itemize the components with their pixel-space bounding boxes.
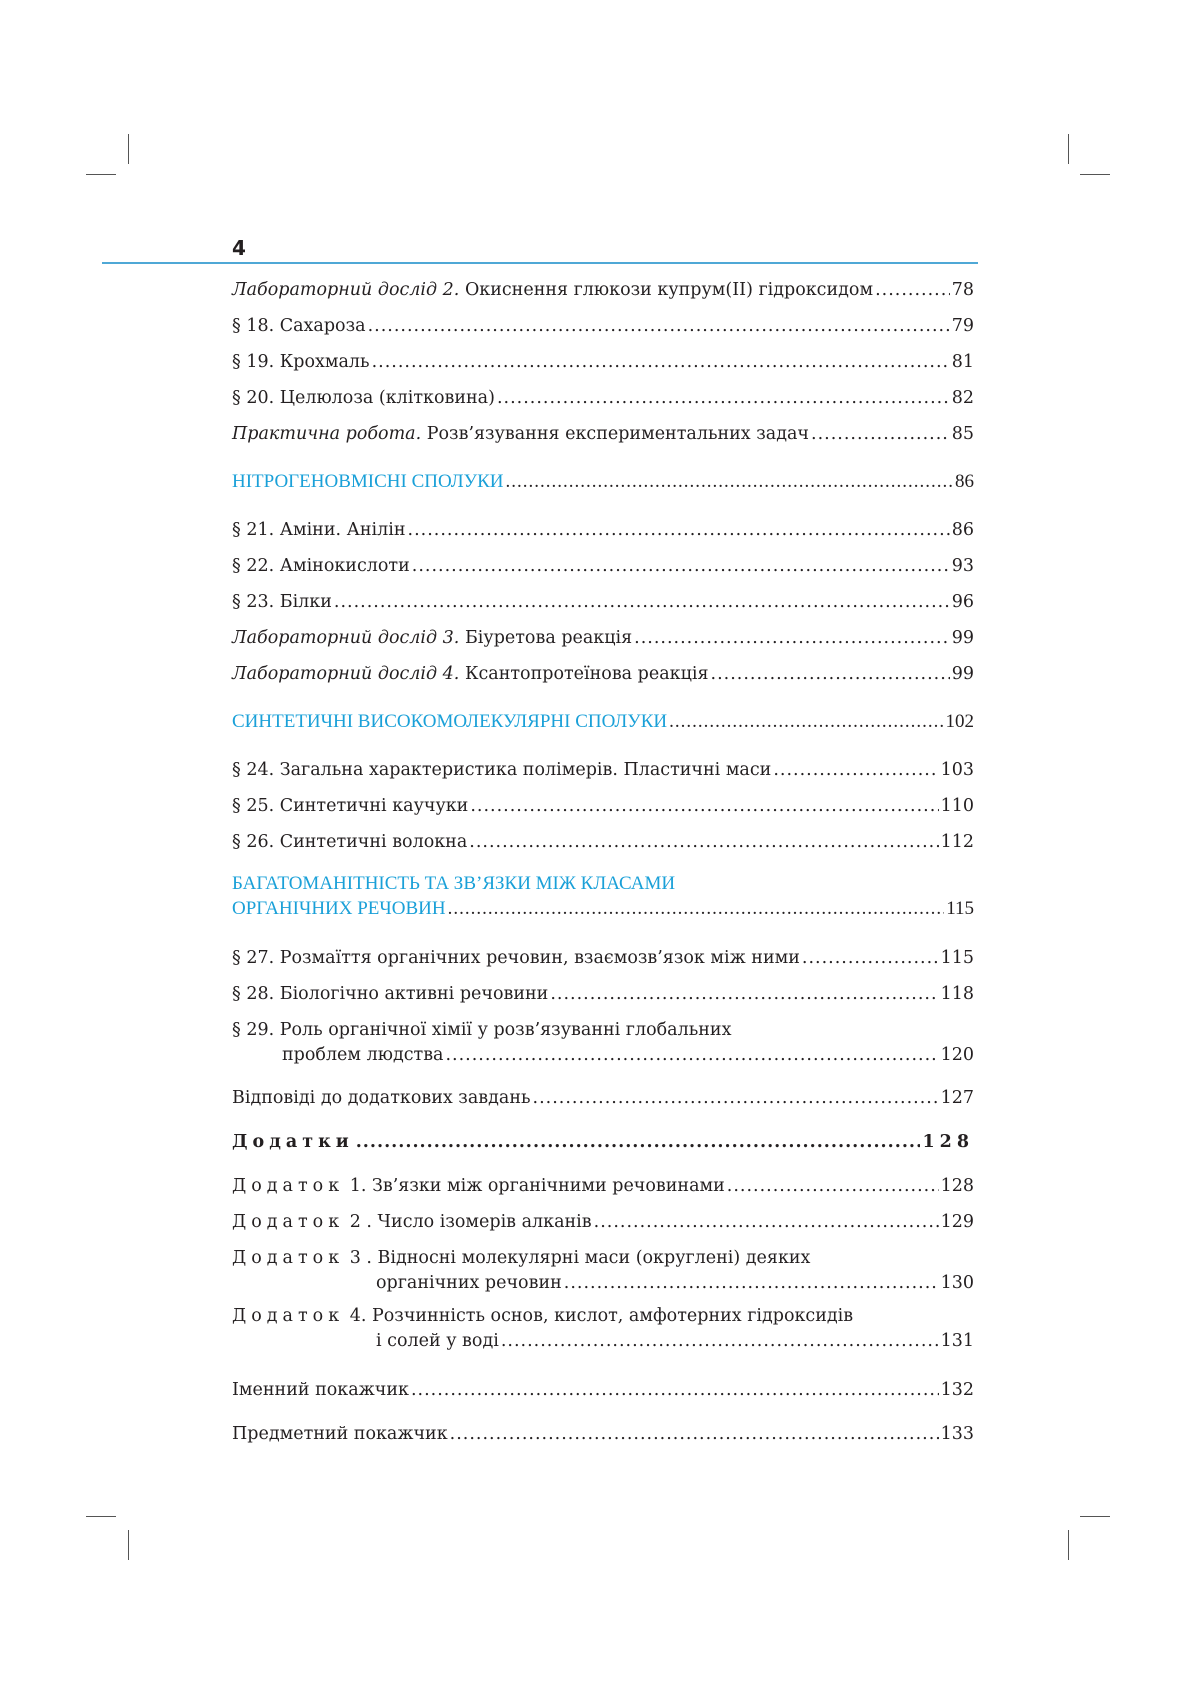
toc-entry-prefix: Додаток [232, 1212, 345, 1232]
toc-entry-title: Відповіді до додаткових завдань [232, 1088, 531, 1108]
toc-entry-title: 4. Розчинність основ, кислот, амфотерних гідроксидів [344, 1306, 854, 1326]
crop-mark [128, 134, 129, 164]
toc-entry [232, 1204, 974, 1240]
toc-entry-title: органічних речовин [376, 1273, 562, 1293]
toc-entry [232, 752, 974, 788]
toc-entry-page: 131 [940, 1331, 974, 1351]
toc-entry-title: 2 . Число ізомерів алканів [344, 1212, 592, 1232]
toc-entry [232, 1416, 974, 1452]
toc-entry-title: § 19. Крохмаль [232, 352, 370, 372]
toc-entry [232, 1124, 974, 1160]
crop-mark [128, 1530, 129, 1560]
toc-entry [232, 344, 974, 380]
toc-entry-page: 78 [951, 280, 974, 300]
toc-entry-title: § 24. Загальна характеристика полімерів. Пластичні маси [232, 760, 772, 780]
toc-section-title: СИНТЕТИЧНІ ВИСОКОМОЛЕКУЛЯРНІ СПОЛУКИ [232, 711, 668, 732]
toc-entry-page: 130 [940, 1273, 974, 1293]
toc-entry-prefix: Лабораторний дослід 3. [232, 628, 460, 648]
toc-entry-title: § 22. Амінокислоти [232, 556, 410, 576]
toc-entry-page: 128 [940, 1176, 974, 1196]
toc-section-title: ОРГАНІЧНИХ РЕЧОВИН [232, 898, 446, 919]
toc-entry-title: § 20. Целюлоза (клітковина) [232, 388, 495, 408]
toc-entry-title: § 25. Синтетичні каучуки [232, 796, 469, 816]
toc-entry [232, 1168, 974, 1204]
toc-entry-page: 115 [940, 948, 974, 968]
crop-mark [86, 1516, 116, 1517]
toc-entry-page: 82 [951, 388, 974, 408]
toc-entry-page: 120 [940, 1045, 974, 1065]
crop-mark [1080, 174, 1110, 175]
toc-entry [232, 1372, 974, 1408]
toc-entry-title: 1. Зв’язки між органічними речовинами [344, 1176, 725, 1196]
toc-entry-title: Ксантопротеїнова реакція [459, 664, 709, 684]
toc-entry [232, 1018, 974, 1068]
toc-entry-page: 96 [951, 592, 974, 612]
toc-entry [232, 1080, 974, 1116]
toc-entry-page: 93 [951, 556, 974, 576]
toc-entry-page: 99 [951, 664, 974, 684]
toc-entry [232, 788, 974, 824]
toc-entry [232, 1304, 974, 1354]
toc-entry-title: § 23. Білки [232, 592, 332, 612]
toc-entry [232, 620, 974, 656]
toc-entry-page: 132 [940, 1380, 974, 1400]
toc-section-heading [232, 704, 974, 740]
toc-entry-page: 115 [946, 898, 974, 919]
toc-entry-page: 86 [951, 520, 974, 540]
page-number: 4 [232, 236, 246, 260]
toc-entry-prefix: Лабораторний дослід 4. [232, 664, 460, 684]
toc-entry-title: Іменний покажчик [232, 1380, 409, 1400]
toc-entry-title: § 29. Роль органічної хімії у розв’язуванні глобальних [232, 1020, 732, 1040]
toc-entry [232, 272, 974, 308]
toc-entry-page: 133 [940, 1424, 974, 1444]
toc-section-heading [232, 872, 974, 922]
toc-entry-page: 110 [940, 796, 974, 816]
toc-entry-title: Розв’язування експериментальних задач [421, 424, 809, 444]
toc-entry-page: 86 [955, 471, 974, 492]
toc-entry [232, 380, 974, 416]
toc-entry-prefix: Додаток [232, 1248, 345, 1268]
toc-entry-title: Біуретова реакція [459, 628, 633, 648]
crop-mark [1068, 1530, 1069, 1560]
toc-section-title: НІТРОГЕНОВМІСНІ СПОЛУКИ [232, 471, 504, 492]
toc-entry-prefix: Додаток [232, 1306, 345, 1326]
toc-entry-page: 99 [951, 628, 974, 648]
toc-entry [232, 584, 974, 620]
table-of-contents [232, 272, 974, 1452]
toc-entry-page: 127 [940, 1088, 974, 1108]
toc-entry-title: § 27. Розмаїття органічних речовин, взаємозв’язок між ними [232, 948, 800, 968]
toc-entry-title: Додатки [232, 1132, 354, 1152]
crop-mark [1080, 1516, 1110, 1517]
toc-entry-prefix: Додаток [232, 1176, 345, 1196]
toc-entry-page: 128 [922, 1132, 974, 1152]
toc-entry-page: 102 [945, 711, 974, 732]
toc-entry-page: 79 [951, 316, 974, 336]
toc-entry-page: 112 [940, 832, 974, 852]
toc-entry-page: 103 [940, 760, 974, 780]
toc-entry-title: § 18. Сахароза [232, 316, 366, 336]
toc-section-heading [232, 464, 974, 500]
crop-mark [86, 174, 116, 175]
toc-entry [232, 656, 974, 692]
toc-entry [232, 940, 974, 976]
toc-entry-prefix: Лабораторний дослід 2. [232, 280, 460, 300]
toc-entry-title: проблем людства [282, 1045, 444, 1065]
toc-entry [232, 1246, 974, 1296]
toc-entry [232, 548, 974, 584]
toc-entry-title: Окиснення глюкози купрум(II) гідроксидом [459, 280, 874, 300]
toc-entry-page: 129 [940, 1212, 974, 1232]
toc-entry-title: § 26. Синтетичні волокна [232, 832, 468, 852]
toc-entry [232, 308, 974, 344]
toc-entry-prefix: Практична робота. [232, 424, 422, 444]
toc-entry-title: 3 . Відносні молекулярні маси (округлені) деяких [344, 1248, 811, 1268]
toc-entry [232, 824, 974, 860]
crop-mark [1068, 134, 1069, 164]
toc-entry-title: Предметний покажчик [232, 1424, 448, 1444]
header-rule [102, 262, 978, 264]
toc-entry [232, 416, 974, 452]
toc-entry-page: 118 [940, 984, 974, 1004]
toc-entry-title: § 21. Аміни. Анілін [232, 520, 406, 540]
toc-entry-title: і солей у воді [376, 1331, 499, 1351]
toc-entry-page: 81 [951, 352, 974, 372]
toc-entry [232, 512, 974, 548]
toc-entry-title: § 28. Біологічно активні речовини [232, 984, 549, 1004]
toc-entry [232, 976, 974, 1012]
toc-entry-page: 85 [951, 424, 974, 444]
toc-section-title: БАГАТОМАНІТНІСТЬ ТА ЗВ’ЯЗКИ МІЖ КЛАСАМИ [232, 873, 676, 894]
